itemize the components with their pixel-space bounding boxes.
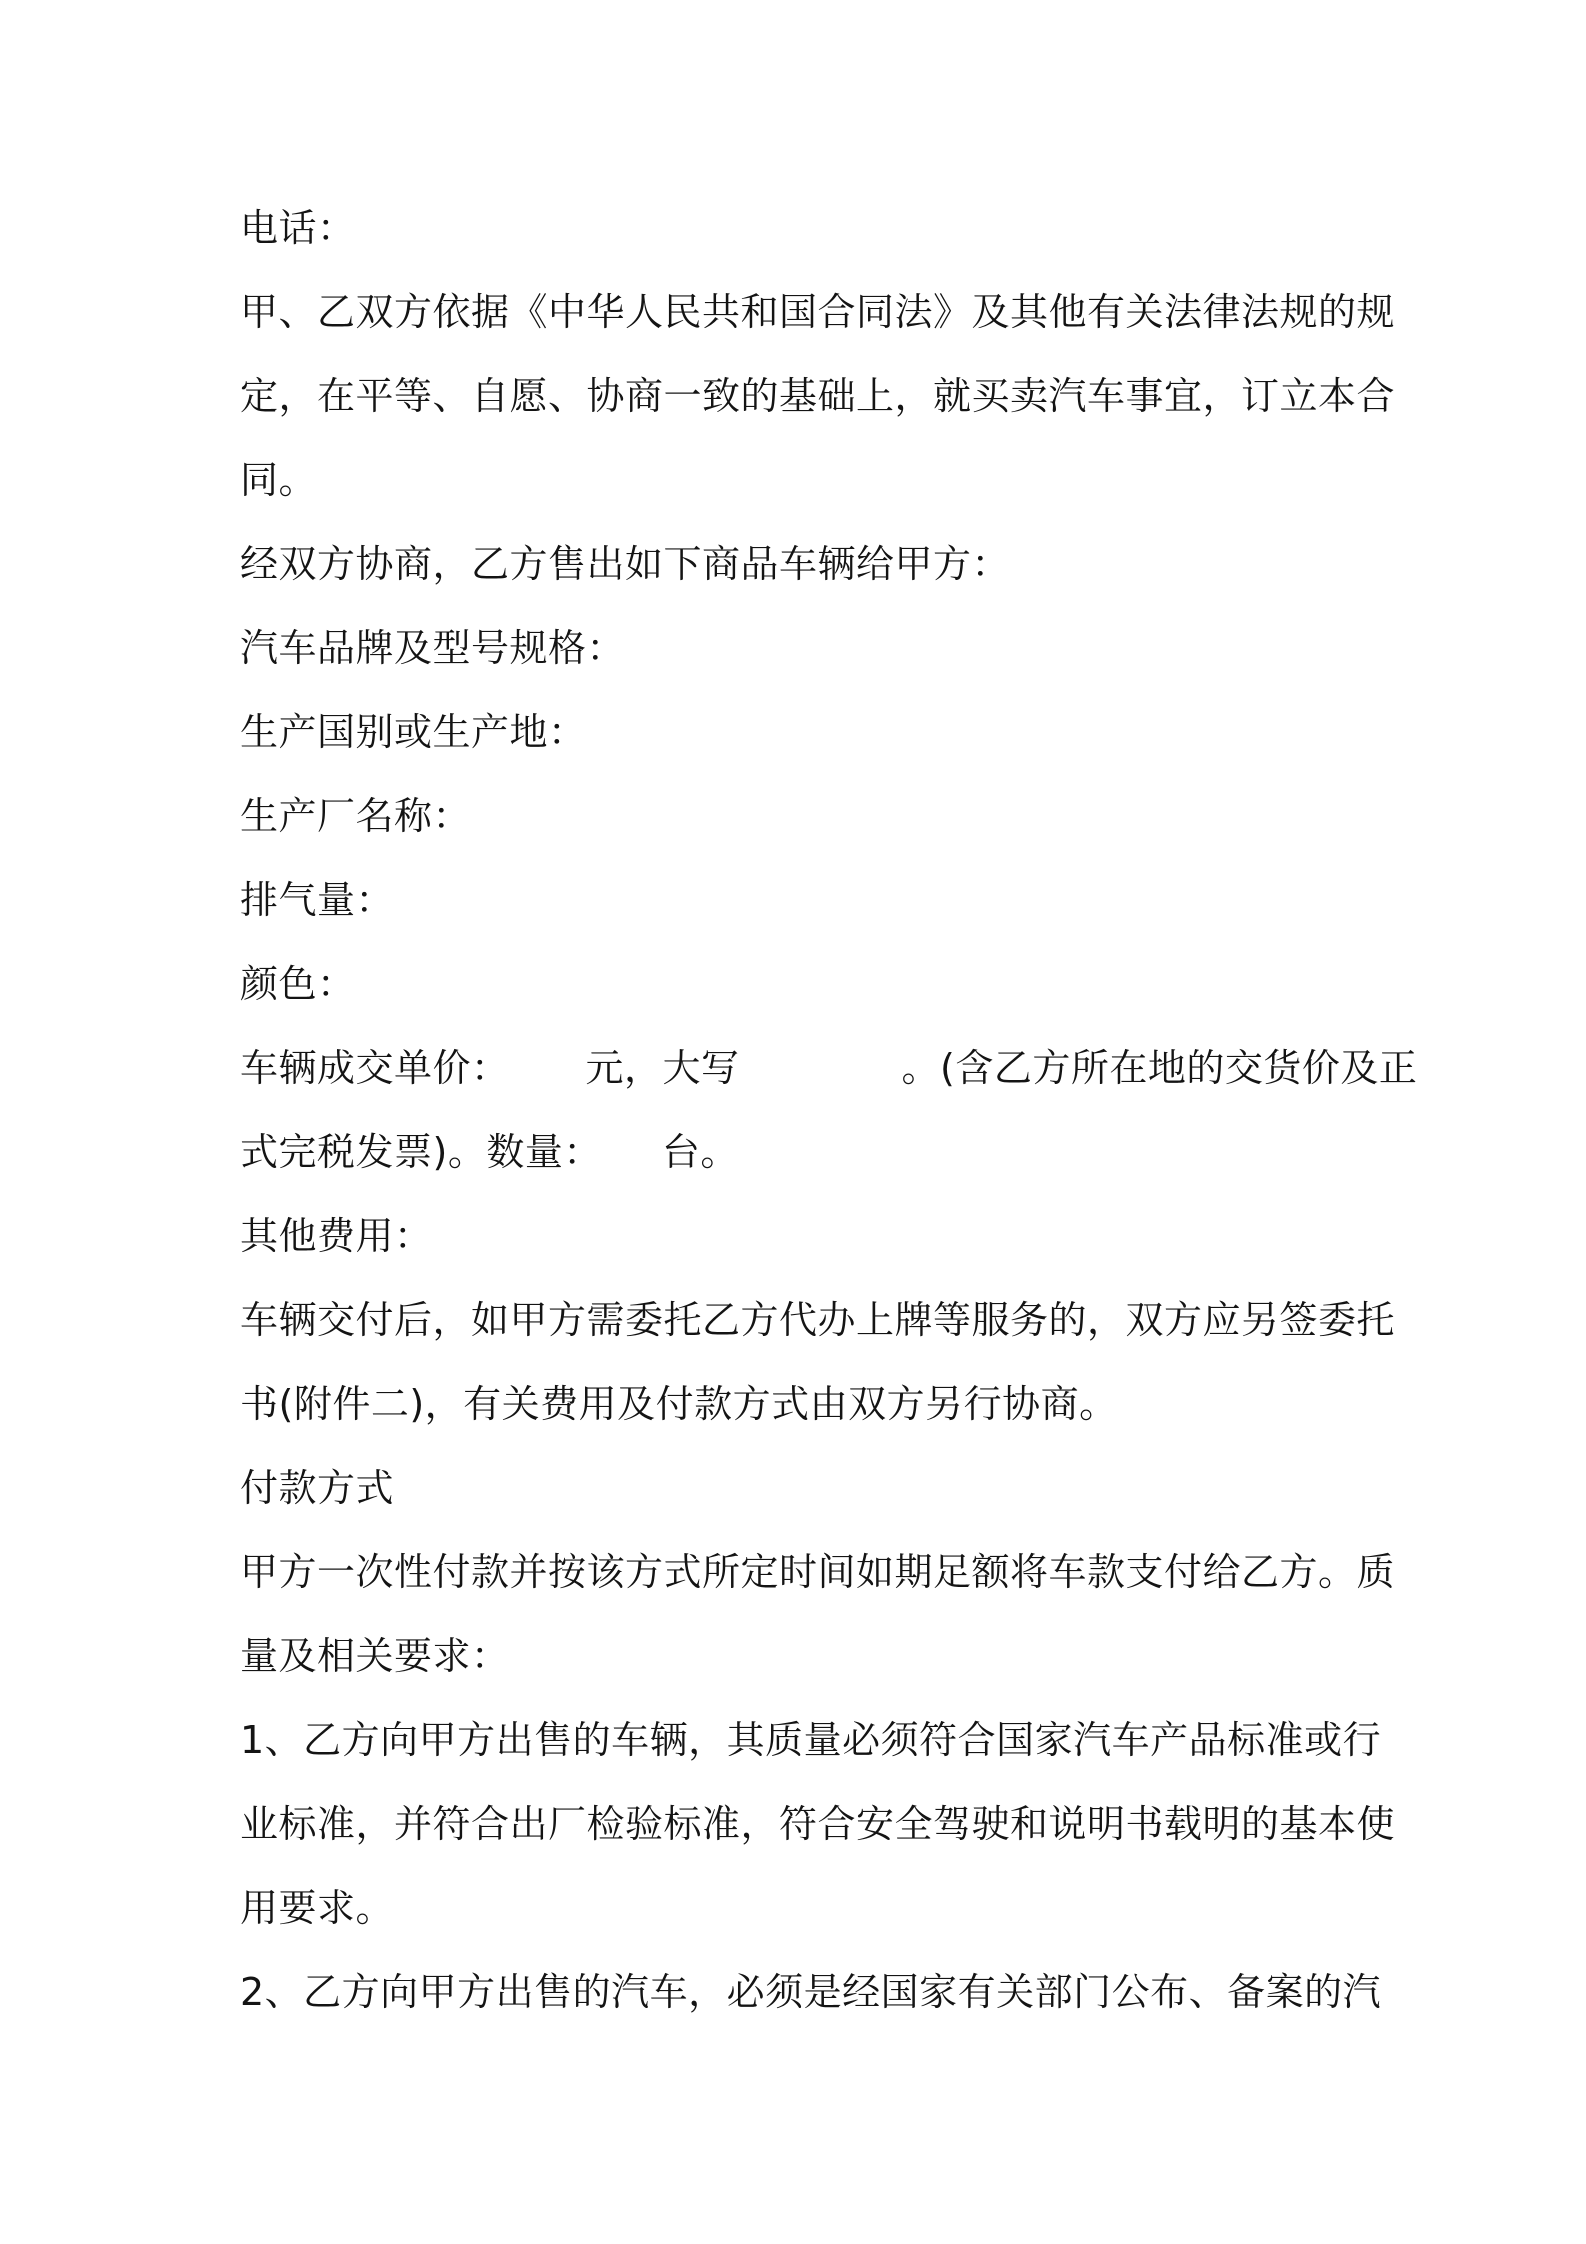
phone-line: 电话： <box>240 206 356 250</box>
section-heading-payment: 付款方式 <box>240 1466 395 1510</box>
field-color: 颜色： <box>240 962 356 1006</box>
price-label: 车辆成交单价： <box>240 1046 510 1090</box>
field-other-fees: 其他费用： <box>240 1214 433 1258</box>
paragraph-line: 甲、乙双方依据《中华人民共和国合同法》及其他有关法律法规的规 <box>240 290 1396 334</box>
price-yuan: 元，大写 <box>585 1046 740 1090</box>
clause-1-line: 业标准，并符合出厂检验标准，符合安全驾驶和说明书载明的基本使 <box>240 1802 1396 1846</box>
clause-1-line: 1、乙方向甲方出售的车辆，其质量必须符合国家汽车产品标准或行 <box>240 1718 1382 1762</box>
paragraph-line: 经双方协商，乙方售出如下商品车辆给甲方： <box>240 542 1011 586</box>
quantity-unit: 台。 <box>661 1130 739 1174</box>
field-brand-model: 汽车品牌及型号规格： <box>240 626 626 670</box>
price-tail: 。(含乙方所在地的交货价及正 <box>901 1046 1418 1090</box>
field-displacement: 排气量： <box>240 878 395 922</box>
paragraph-line: 书(附件二)，有关费用及付款方式由双方另行协商。 <box>240 1382 1118 1426</box>
quantity-line <box>240 1128 1360 1176</box>
paragraph-line: 同。 <box>240 458 318 502</box>
field-manufacturer: 生产厂名称： <box>240 794 472 838</box>
paragraph-line: 车辆交付后，如甲方需委托乙方代办上牌等服务的，双方应另签委托 <box>240 1298 1396 1342</box>
price-line <box>240 1044 1418 1092</box>
clause-2-line: 2、乙方向甲方出售的汽车，必须是经国家有关部门公布、备案的汽 <box>240 1970 1382 2014</box>
paragraph-line: 甲方一次性付款并按该方式所定时间如期足额将车款支付给乙方。质 <box>240 1550 1396 1594</box>
paragraph-line: 量及相关要求： <box>240 1634 510 1678</box>
field-origin: 生产国别或生产地： <box>240 710 587 754</box>
clause-1-line: 用要求。 <box>240 1886 395 1930</box>
paragraph-line: 定，在平等、自愿、协商一致的基础上，就买卖汽车事宜，订立本合 <box>240 374 1396 418</box>
quantity-label: 式完税发票)。数量： <box>240 1130 602 1174</box>
